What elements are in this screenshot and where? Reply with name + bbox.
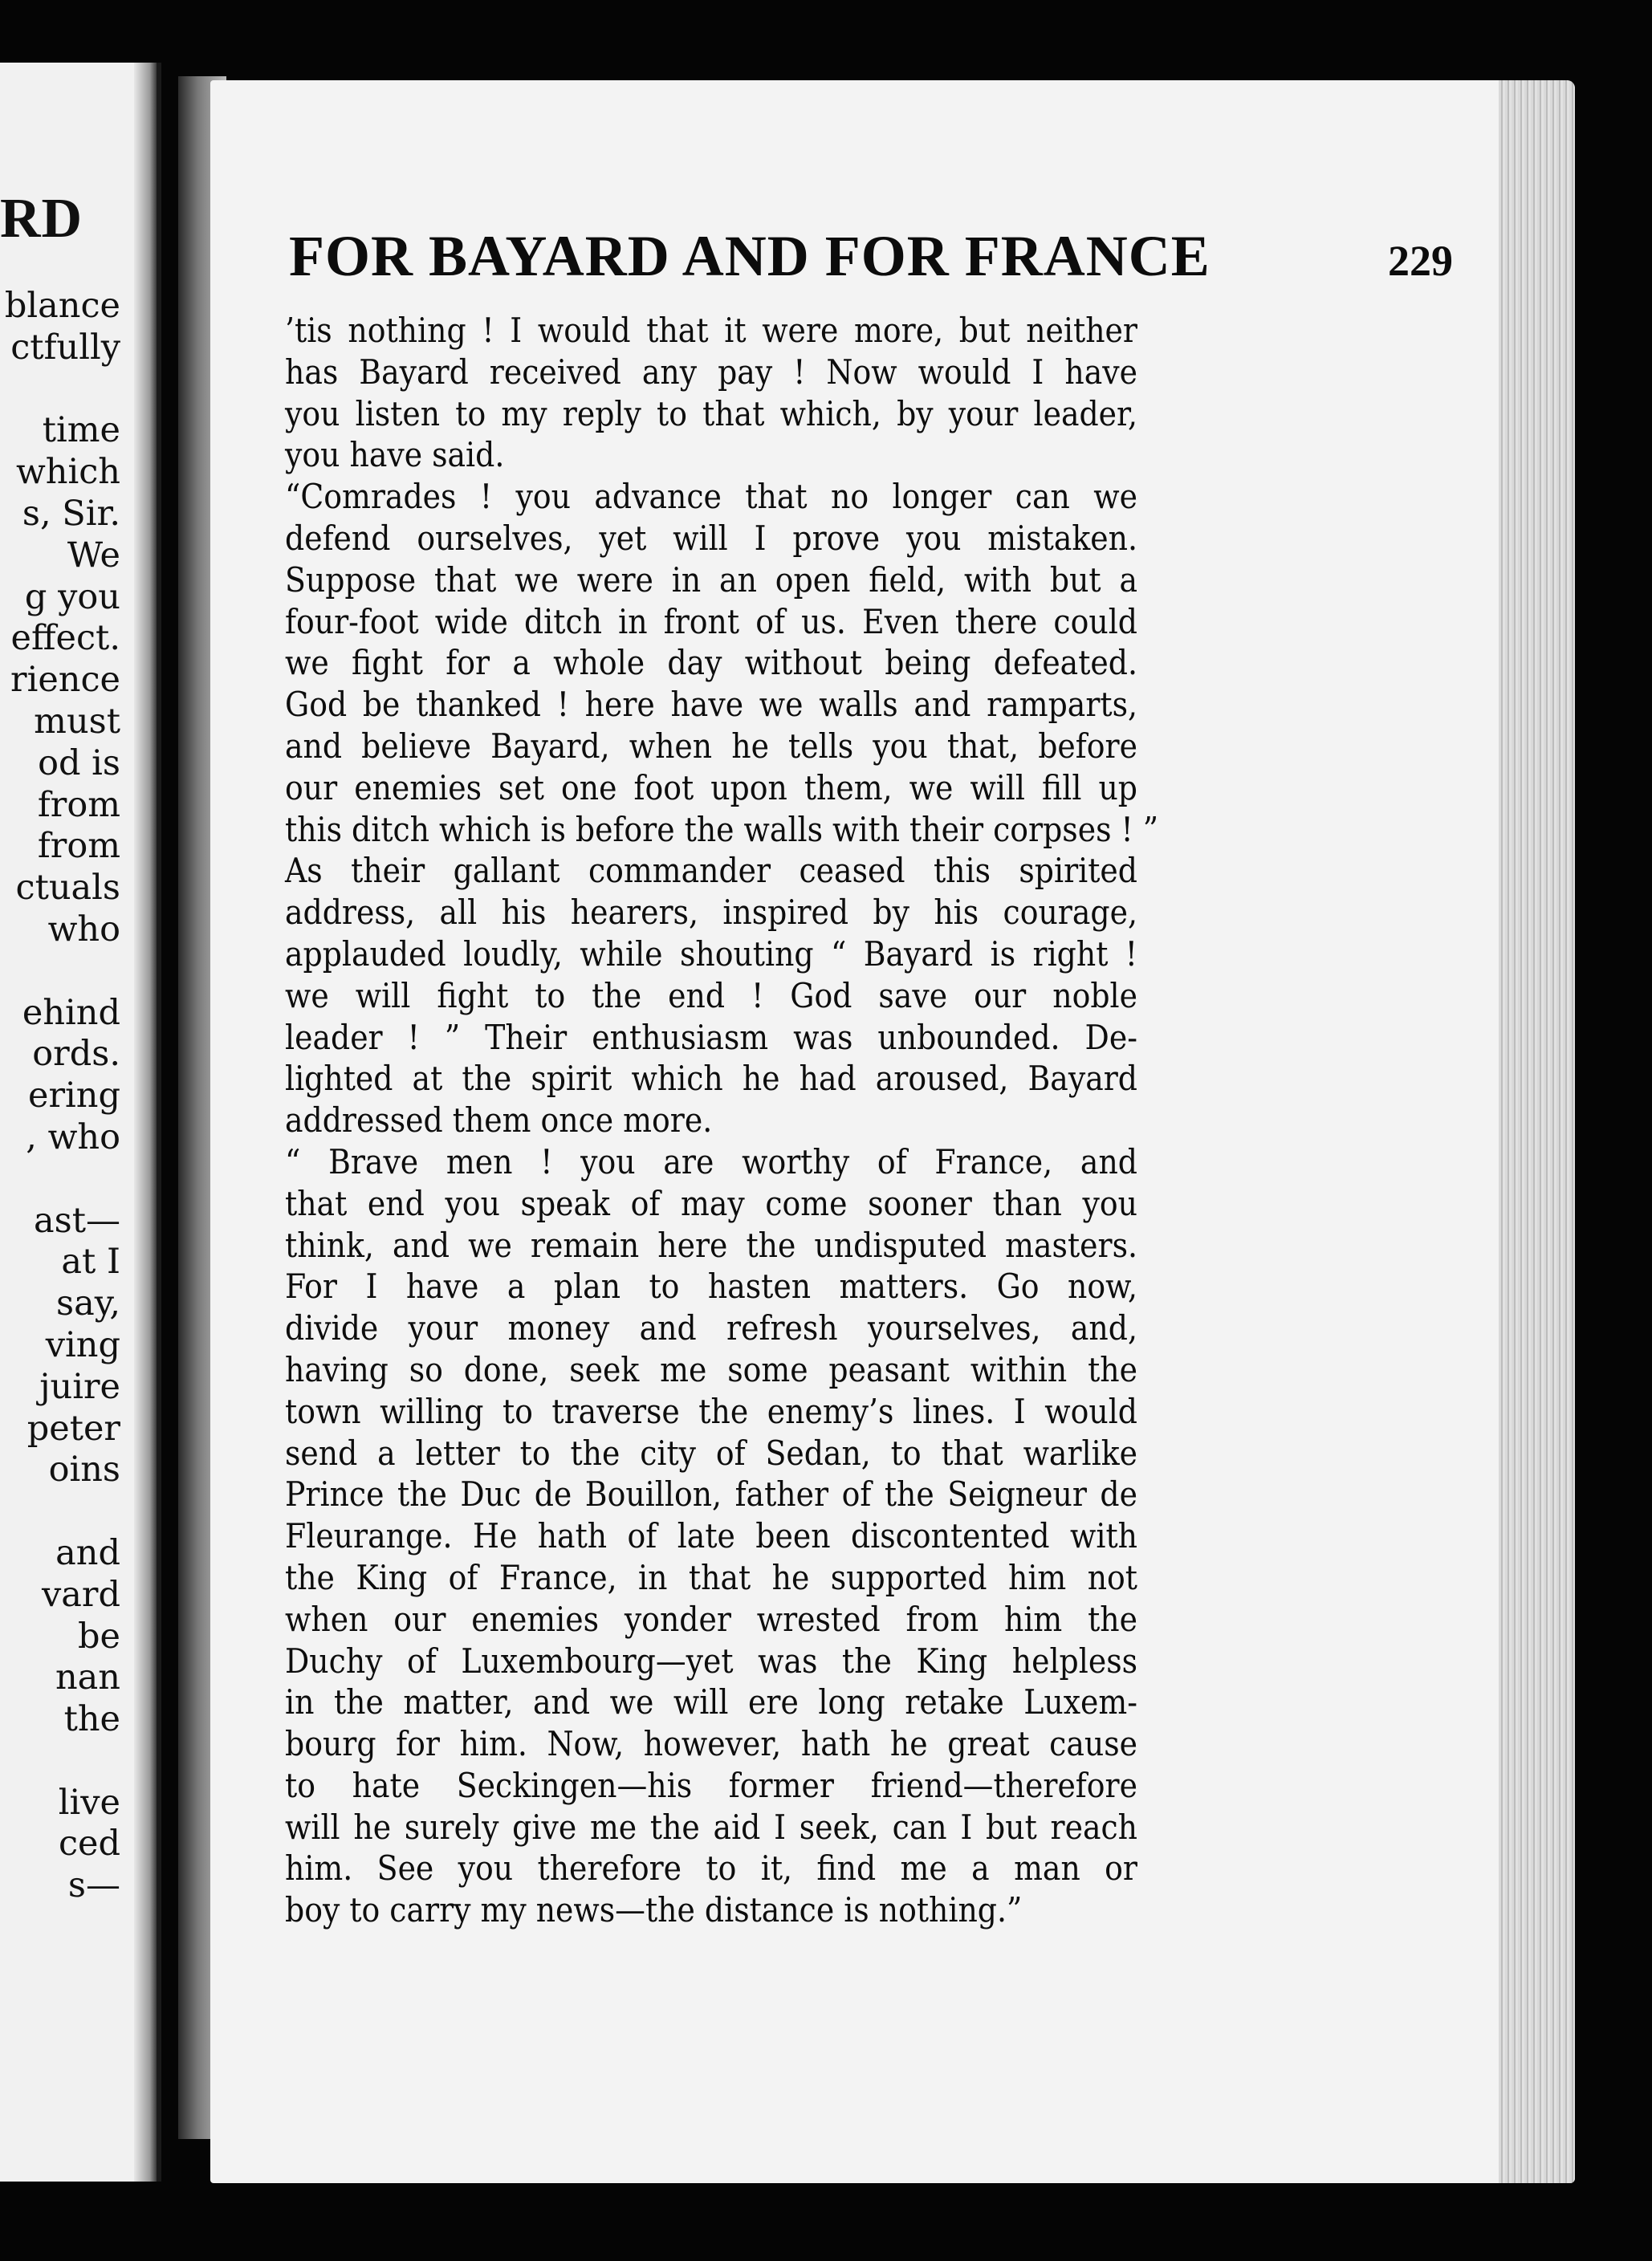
left-page-line-fragment: from — [37, 784, 120, 825]
body-text — [285, 310, 1159, 1931]
text-line: in the matter, and we will ere long retake Luxem- — [285, 1682, 1137, 1722]
left-page-line-fragment — [0, 1159, 120, 1201]
left-page-line-fragment: ords. — [32, 1034, 120, 1075]
text-line: boy to carry my news—the distance is nothing.” — [285, 1890, 1023, 1930]
text-line: leader ! ” Their enthusiasm was unbounded. De- — [285, 1017, 1137, 1057]
text-line: God be thanked ! here have we walls and ramparts, — [285, 685, 1137, 725]
left-page-line-fragment: ctfully — [10, 327, 120, 368]
left-page-line-fragment — [0, 1491, 120, 1533]
left-page-gutter — [134, 63, 157, 2182]
left-page-line-fragment: s, Sir. — [22, 493, 120, 534]
text-line: divide your money and refresh yourselves, and, — [285, 1308, 1137, 1348]
left-page-line-fragment: vard — [41, 1574, 120, 1615]
left-page-text-fragments — [0, 286, 120, 1907]
text-line: you have said. — [285, 435, 505, 475]
left-page-line-fragment: oins — [48, 1450, 120, 1490]
text-line: that end you speak of may come sooner than you — [285, 1183, 1137, 1223]
text-line: has Bayard received any pay ! Now would I have — [285, 352, 1137, 392]
left-page-line-fragment: juire — [39, 1366, 120, 1407]
left-page-line-fragment: from — [37, 826, 120, 867]
left-page-line-fragment: od is — [38, 742, 120, 783]
left-page-line-fragment: ctuals — [15, 868, 120, 909]
text-line: Suppose that we were in an open field, with but a — [285, 559, 1137, 600]
left-page-line-fragment: and — [55, 1532, 120, 1573]
text-line: Prince the Duc de Bouillon, father of the Seigneur de — [285, 1474, 1137, 1515]
left-page-line-fragment: ast— — [34, 1200, 120, 1241]
text-line: Duchy of Luxembourg—yet was the King helpless — [285, 1641, 1137, 1681]
left-page-line-fragment: ced — [58, 1824, 120, 1865]
left-page-line-fragment — [0, 369, 120, 411]
left-page-line-fragment: at I — [61, 1242, 120, 1283]
text-line: “ Brave men ! you are worthy of France, and — [285, 1141, 1137, 1181]
left-page-line-fragment: , who — [26, 1116, 120, 1157]
left-page-line-fragment — [0, 1741, 120, 1783]
text-line: As their gallant commander ceased this spirited — [285, 851, 1137, 891]
text-line: having so done, seek me some peasant within the — [285, 1349, 1137, 1389]
text-line: send a letter to the city of Sedan, to that warlike — [285, 1433, 1137, 1473]
left-page-running-head: RD — [0, 188, 83, 250]
text-line: addressed them once more. — [285, 1100, 713, 1141]
book-page — [210, 80, 1575, 2183]
text-line: you listen to my reply to that which, by your leader, — [285, 393, 1137, 433]
text-line: this ditch which is before the walls with their corpses ! ” — [285, 809, 1159, 849]
text-line: the King of France, in that he supported him not — [285, 1557, 1137, 1597]
text-line: address, all his hearers, inspired by his courage, — [285, 893, 1137, 933]
text-line: when our enemies yonder wrested from him the — [285, 1599, 1137, 1639]
text-line: to hate Seckingen—his former friend—therefore — [285, 1765, 1137, 1805]
text-line: ’tis nothing ! I would that it were more, but neither — [285, 311, 1137, 350]
left-page-line-fragment: blance — [4, 286, 120, 326]
text-line: and believe Bayard, when he tells you that, before — [285, 726, 1137, 766]
page-number: 229 — [1388, 237, 1453, 285]
text-line: four-foot wide ditch in front of us. Even there could — [285, 601, 1137, 641]
running-title: FOR BAYARD AND FOR FRANCE — [289, 224, 1211, 288]
left-page-line-fragment: ving — [45, 1324, 120, 1365]
left-facing-page — [0, 63, 161, 2182]
left-page-line-fragment: who — [47, 909, 120, 950]
left-page-line-fragment: effect. — [10, 618, 120, 659]
text-line: defend ourselves, yet will I prove you mistaken. — [285, 518, 1137, 558]
text-line: applauded loudly, while shouting “ Bayard is right ! — [285, 933, 1137, 974]
left-page-line-fragment: ehind — [22, 992, 120, 1033]
text-line: we fight for a whole day without being defeated. — [285, 643, 1137, 683]
text-line: bourg for him. Now, however, hath he great cause — [285, 1724, 1137, 1764]
text-line: him. See you therefore to it, find me a man or — [285, 1848, 1137, 1889]
left-page-line-fragment: the — [63, 1699, 120, 1740]
left-page-line-fragment: be — [78, 1616, 120, 1657]
text-line: our enemies set one foot upon them, we will fill up — [285, 767, 1137, 807]
left-page-line-fragment: must — [34, 701, 120, 742]
left-page-line-fragment: We — [67, 535, 120, 575]
text-line: town willing to traverse the enemy’s lines. I would — [285, 1391, 1137, 1431]
text-line: think, and we remain here the undisputed masters. — [285, 1225, 1137, 1265]
text-line: will he surely give me the aid I seek, can I but reach — [285, 1807, 1137, 1847]
left-page-line-fragment: nan — [55, 1657, 120, 1698]
text-line: For I have a plan to hasten matters. Go now, — [285, 1267, 1137, 1307]
left-page-line-fragment: ering — [28, 1076, 120, 1116]
left-page-line-fragment: g you — [24, 576, 120, 617]
left-page-line-fragment: time — [42, 410, 120, 451]
running-head — [289, 223, 1453, 290]
left-page-line-fragment: say, — [56, 1283, 120, 1324]
text-line: lighted at the spirit which he had aroused, Bayard — [285, 1059, 1137, 1099]
left-page-line-fragment: which — [15, 452, 120, 493]
left-page-line-fragment: rience — [10, 660, 120, 701]
left-page-line-fragment: s— — [67, 1865, 120, 1906]
text-line: Fleurange. He hath of late been discontented with — [285, 1516, 1137, 1556]
text-line: we will fight to the end ! God save our noble — [285, 975, 1137, 1015]
left-page-line-fragment: peter — [26, 1408, 120, 1449]
left-page-line-fragment — [0, 951, 120, 993]
page-edges — [1499, 80, 1575, 2183]
text-line: “Comrades ! you advance that no longer can we — [285, 477, 1137, 517]
left-page-line-fragment: live — [58, 1782, 120, 1823]
